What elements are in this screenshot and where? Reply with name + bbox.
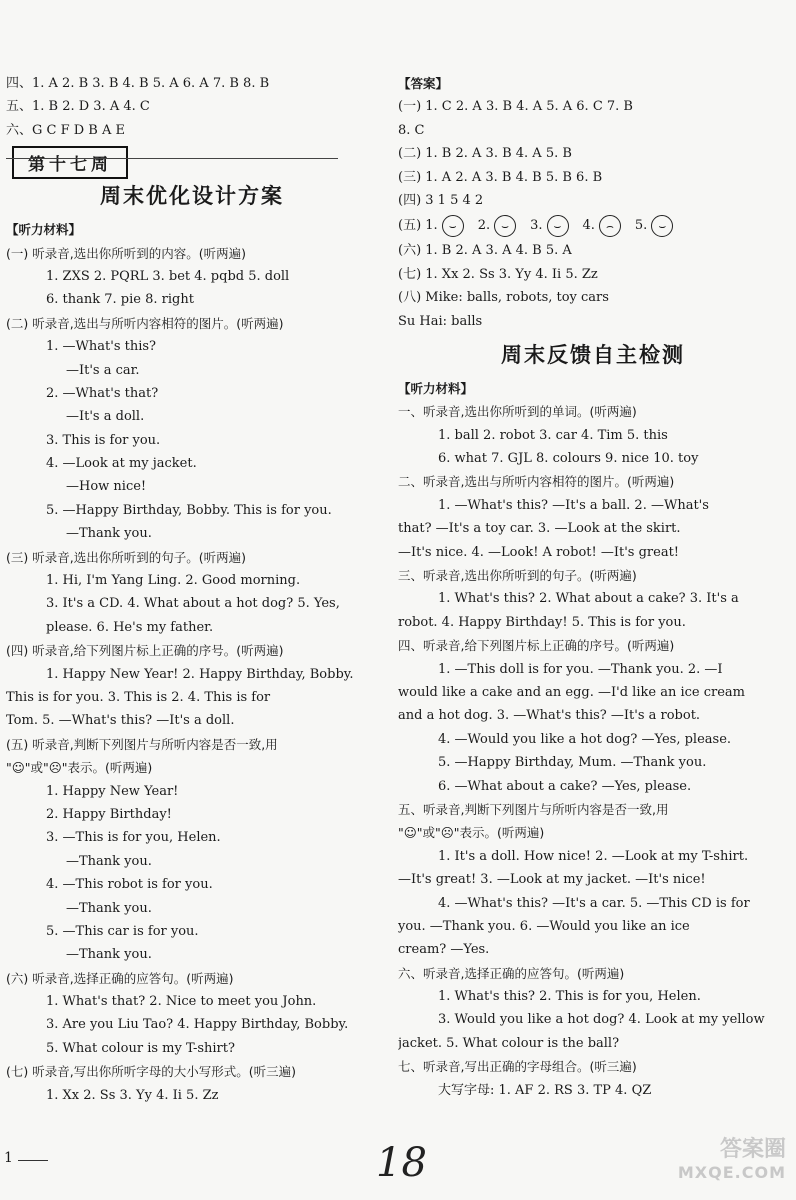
right-material-line: —It's great! 3. —Look at my jacket. —It's nice!	[398, 872, 706, 888]
right-material-line: 1. —This doll is for you. —Thank you. 2. —I	[438, 661, 723, 677]
answer-five-label: (五) 1.	[398, 218, 438, 234]
answer-line: (八) Mike: balls, robots, toy cars	[398, 290, 609, 306]
left-material-line: —It's a car.	[66, 362, 140, 378]
left-material-line: 3. Are you Liu Tao? 4. Happy Birthday, Bobby.	[46, 1017, 349, 1033]
right-material-line: 五、听录音,判断下列图片与所听内容是否一致,用	[398, 801, 669, 817]
right-column	[398, 72, 788, 1102]
watermark-bottom: MXQE.COM	[677, 1163, 786, 1182]
corner-rule	[18, 1160, 48, 1161]
left-material-line: Tom. 5. —What's this? —It's a doll.	[6, 713, 235, 729]
answer-five-num: 5.	[634, 218, 648, 234]
top-answer-line: 五、1. B 2. D 3. A 4. C	[6, 99, 150, 115]
answer-five-num: 2.	[477, 218, 491, 234]
left-material-line: —Thank you.	[66, 947, 152, 963]
right-material-line: 四、听录音,给下列图片标上正确的序号。(听两遍)	[398, 638, 675, 654]
right-material-line: that? —It's a toy car. 3. —Look at the skirt.	[398, 521, 681, 537]
frown-face-icon: ⌢	[599, 215, 621, 237]
left-material-line: (三) 听录音,选出你所听到的句子。(听两遍)	[6, 549, 246, 565]
left-material-line: 3. This is for you.	[46, 432, 161, 448]
right-material-line: 5. —Happy Birthday, Mum. —Thank you.	[438, 755, 707, 771]
left-material-line: This is for you. 3. This is 2. 4. This is for	[6, 689, 271, 705]
smile-face-icon: ⌣	[547, 215, 569, 237]
page-number: 18	[376, 1140, 427, 1186]
left-material-line: 1. Xx 2. Ss 3. Yy 4. Ii 5. Zz	[46, 1087, 219, 1103]
right-material-line: 4. —What's this? —It's a car. 5. —This CD is for	[438, 895, 750, 911]
left-material-line: 4. —This robot is for you.	[46, 877, 213, 893]
answer-five-row	[398, 212, 788, 239]
smile-face-icon: ⌣	[651, 215, 673, 237]
left-material-line: 1. What's that? 2. Nice to meet you John.	[46, 994, 317, 1010]
answer-five-num: 4.	[582, 218, 595, 234]
left-material-line: 5. What colour is my T-shirt?	[46, 1040, 235, 1056]
left-material-line: (四) 听录音,给下列图片标上正确的序号。(听两遍)	[6, 643, 284, 659]
left-material-line: —How nice!	[66, 479, 147, 495]
right-material-line: 6. —What about a cake? —Yes, please.	[438, 778, 692, 794]
answer-line: Su Hai: balls	[398, 313, 483, 329]
left-material-line: (七) 听录音,写出你所听字母的大小写形式。(听三遍)	[6, 1064, 296, 1080]
right-material-line: 3. Would you like a hot dog? 4. Look at my yellow	[438, 1012, 765, 1028]
left-material-line: 3. It's a CD. 4. What about a hot dog? 5. Yes,	[46, 596, 340, 612]
right-material-line: 一、听录音,选出你所听到的单词。(听两遍)	[398, 404, 637, 420]
left-material-line: —Thank you.	[66, 853, 152, 869]
answer-line: (一) 1. C 2. A 3. B 4. A 5. A 6. C 7. B	[398, 99, 633, 115]
right-material-line: jacket. 5. What colour is the ball?	[398, 1035, 620, 1051]
left-material-line: (一) 听录音,选出你所听到的内容。(听两遍)	[6, 245, 246, 261]
left-material-line: 1. Happy New Year! 2. Happy Birthday, Bobby.	[46, 666, 354, 682]
answer-line: (二) 1. B 2. A 3. B 4. A 5. B	[398, 146, 572, 162]
answer-line: (三) 1. A 2. A 3. B 4. B 5. B 6. B	[398, 169, 603, 185]
smile-face-icon: ⌣	[494, 215, 516, 237]
top-answer-line: 四、1. A 2. B 3. B 4. B 5. A 6. A 7. B 8. B	[6, 76, 270, 91]
right-material-line: cream? —Yes.	[398, 942, 490, 958]
right-material-line: "☺"或"☹"表示。(听两遍)	[398, 825, 545, 841]
left-material-line: 2. Happy Birthday!	[46, 806, 172, 822]
left-material-line: 4. —Look at my jacket.	[46, 456, 197, 472]
smile-face-icon: ⌣	[442, 215, 464, 237]
left-material-line: "☺"或"☹"表示。(听两遍)	[6, 760, 153, 776]
watermark-top: 答案圈	[719, 1137, 786, 1162]
left-material-line: —It's a doll.	[66, 409, 145, 425]
left-material-line: 1. Hi, I'm Yang Ling. 2. Good morning.	[46, 573, 301, 589]
left-section-title: 周末优化设计方案	[100, 184, 284, 209]
left-material-line: —Thank you.	[66, 526, 152, 542]
right-material-line: would like a cake and an egg. —I'd like an ice cream	[398, 684, 745, 700]
right-material-line: 1. What's this? 2. This is for you, Helen.	[438, 989, 701, 1005]
left-material-line: 5. —This car is for you.	[46, 923, 199, 939]
right-material-line: you. —Thank you. 6. —Would you like an ice	[398, 918, 690, 934]
left-material-line: 6. thank 7. pie 8. right	[46, 292, 194, 308]
answer-heading: 【答案】	[398, 76, 449, 91]
top-answer-line: 六、G C F D B A E	[6, 122, 125, 138]
right-material-line: 6. what 7. GJL 8. colours 9. nice 10. toy	[438, 451, 699, 467]
answer-five-num: 3.	[530, 218, 543, 234]
left-material-line: —Thank you.	[66, 900, 152, 916]
corner-mark: 1	[4, 1150, 13, 1166]
left-material-line: 3. —This is for you, Helen.	[46, 830, 221, 846]
watermark	[678, 1132, 786, 1182]
left-material-line: 1. Happy New Year!	[46, 783, 179, 799]
answer-line: 8. C	[398, 122, 425, 138]
right-material-line: 1. ball 2. robot 3. car 4. Tim 5. this	[438, 427, 668, 443]
right-material-line: robot. 4. Happy Birthday! 5. This is for you.	[398, 614, 686, 630]
answer-line: (七) 1. Xx 2. Ss 3. Yy 4. Ii 5. Zz	[398, 266, 598, 282]
left-column	[6, 72, 378, 1107]
left-material-heading: 【听力材料】	[6, 222, 82, 238]
right-material-line: 三、听录音,选出你所听到的句子。(听两遍)	[398, 568, 637, 584]
right-material-line: 1. —What's this? —It's a ball. 2. —What's	[438, 497, 709, 513]
left-material-line: (六) 听录音,选择正确的应答句。(听两遍)	[6, 970, 234, 986]
right-material-line: 七、听录音,写出正确的字母组合。(听三遍)	[398, 1059, 637, 1075]
answer-line: (六) 1. B 2. A 3. A 4. B 5. A	[398, 243, 572, 259]
right-material-line: 4. —Would you like a hot dog? —Yes, please.	[438, 731, 732, 747]
right-material-line: 1. What's this? 2. What about a cake? 3. It's a	[438, 591, 739, 607]
left-material-line: 5. —Happy Birthday, Bobby. This is for you.	[46, 502, 332, 518]
left-material-line: please. 6. He's my father.	[46, 619, 214, 635]
right-material-line: 1. It's a doll. How nice! 2. —Look at my T-shirt.	[438, 848, 749, 864]
right-material-line: 大写字母: 1. AF 2. RS 3. TP 4. QZ	[438, 1082, 652, 1098]
right-material-line: and a hot dog. 3. —What's this? —It's a robot.	[398, 708, 701, 724]
week-label: 第十七周	[12, 146, 128, 179]
left-material-line: (二) 听录音,选出与所听内容相符的图片。(听两遍)	[6, 315, 284, 331]
right-section-title: 周末反馈自主检测	[501, 342, 685, 367]
left-material-line: (五) 听录音,判断下列图片与所听内容是否一致,用	[6, 736, 278, 752]
right-material-line: —It's nice. 4. —Look! A robot! —It's great!	[398, 544, 680, 560]
right-material-heading: 【听力材料】	[398, 380, 474, 396]
right-material-line: 二、听录音,选出与所听内容相符的图片。(听两遍)	[398, 474, 675, 490]
answer-line: (四) 3 1 5 4 2	[398, 192, 484, 208]
right-material-line: 六、听录音,选择正确的应答句。(听两遍)	[398, 965, 625, 981]
left-material-line: 2. —What's that?	[46, 385, 159, 401]
left-material-line: 1. ZXS 2. PQRL 3. bet 4. pqbd 5. doll	[46, 268, 290, 284]
left-material-line: 1. —What's this?	[46, 339, 157, 355]
week-header	[6, 142, 378, 174]
